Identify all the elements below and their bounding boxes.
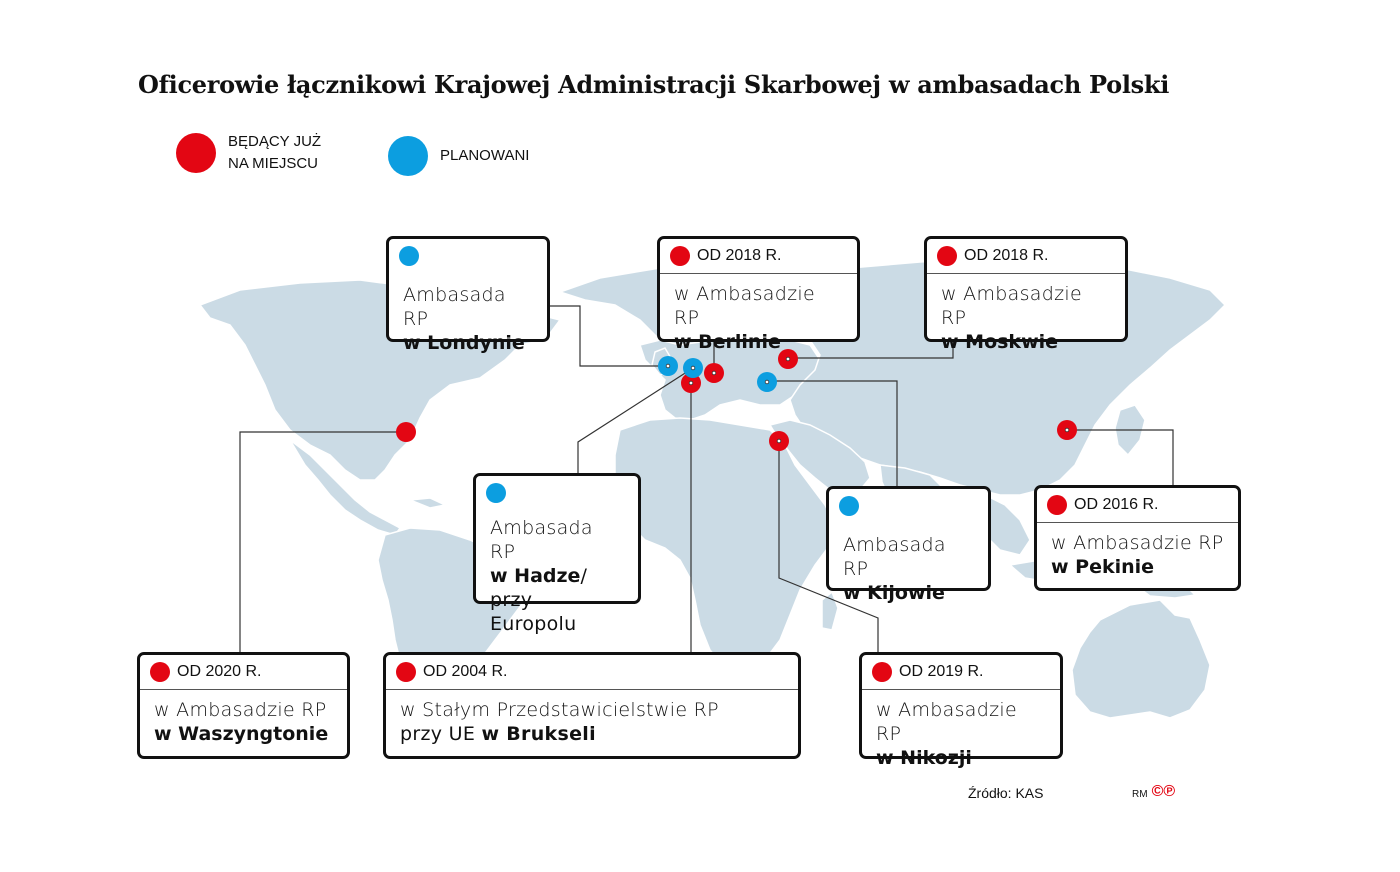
copyright-icon: ©℗ [1151, 783, 1176, 800]
red-dot-icon [1047, 495, 1067, 515]
callout-body [829, 523, 988, 605]
red-dot-icon [937, 246, 957, 266]
callout-city: w Moskwie [941, 331, 1059, 353]
callout-header [476, 476, 638, 510]
callout-slash: / [580, 565, 587, 587]
callout-since: OD 2019 R. [899, 663, 984, 680]
callout-body [389, 273, 547, 355]
callout-header [829, 489, 988, 523]
callout-since: OD 2020 R. [177, 663, 262, 680]
callout-line1: Ambasada RP [843, 534, 946, 580]
callout-city: w Londynie [403, 332, 525, 354]
callout-nicosia [859, 652, 1063, 769]
callout-city: w Pekinie [1051, 556, 1155, 578]
red-dot-icon [670, 246, 690, 266]
red-dot-icon [872, 662, 892, 682]
callout-hague [473, 473, 641, 635]
callout-header [389, 239, 547, 273]
legend-line: BĘDĄCY JUŻ [228, 133, 322, 150]
credit [1132, 783, 1175, 801]
callout-london [386, 236, 550, 354]
callout-prefix: przy UE [400, 723, 482, 745]
callout-since: OD 2004 R. [423, 663, 508, 680]
callout-city: w Waszyngtonie [154, 723, 329, 745]
callout-line1: w Ambasadzie RP [1051, 532, 1224, 554]
callout-moscow [924, 236, 1128, 353]
blue-dot-icon [486, 483, 506, 503]
callout-city: w Hadze [490, 565, 581, 587]
callout-since: OD 2016 R. [1074, 496, 1159, 513]
callout-line1: Ambasada RP [403, 284, 506, 330]
marker-washington[interactable] [396, 422, 416, 442]
callout-body [660, 274, 857, 354]
callout-line1: w Ambasadzie RP [876, 699, 1017, 745]
callout-line1: w Ambasadzie RP [941, 283, 1082, 329]
callout-body [140, 690, 347, 746]
callout-line3: przy Europolu [490, 589, 577, 635]
legend-line: NA MIEJSCU [228, 155, 319, 172]
callout-city: w Nikozji [876, 747, 972, 769]
callout-body [1037, 523, 1238, 579]
callout-body [927, 274, 1125, 354]
callout-washington [137, 652, 350, 759]
red-dot-icon [396, 662, 416, 682]
callout-city: w Brukseli [481, 723, 596, 745]
callout-header [1037, 488, 1238, 523]
callout-header [140, 655, 347, 690]
callout-header [927, 239, 1125, 274]
callout-beijing [1034, 485, 1241, 591]
legend-line: PLANOWANI [440, 147, 530, 164]
callout-body [476, 510, 638, 636]
callout-line1: w Ambasadzie RP [674, 283, 815, 329]
callout-since: OD 2018 R. [697, 247, 782, 264]
callout-line1: w Stałym Przedstawicielstwie RP [400, 699, 719, 721]
blue-dot-icon [399, 246, 419, 266]
callout-city: w Berlinie [674, 331, 781, 353]
callout-body [862, 690, 1060, 770]
callout-kyiv [826, 486, 991, 604]
source-note: Źródło: KAS [968, 785, 1044, 801]
page-title: Oficerowie łącznikowi Krajowej Administracji Skarbowej w ambasadach Polski [138, 70, 1170, 99]
callout-line1: w Ambasadzie RP [154, 699, 327, 721]
author-initials: RM [1132, 788, 1148, 800]
callout-since: OD 2018 R. [964, 247, 1049, 264]
callout-body [386, 690, 798, 746]
callout-header [862, 655, 1060, 690]
callout-berlin [657, 236, 860, 353]
blue-dot-icon [839, 496, 859, 516]
red-dot-icon [150, 662, 170, 682]
callout-city: w Kijowie [843, 582, 945, 604]
callout-header [660, 239, 857, 274]
callout-header [386, 655, 798, 690]
callout-line1: Ambasada RP [490, 517, 593, 563]
callout-brussels [383, 652, 801, 759]
